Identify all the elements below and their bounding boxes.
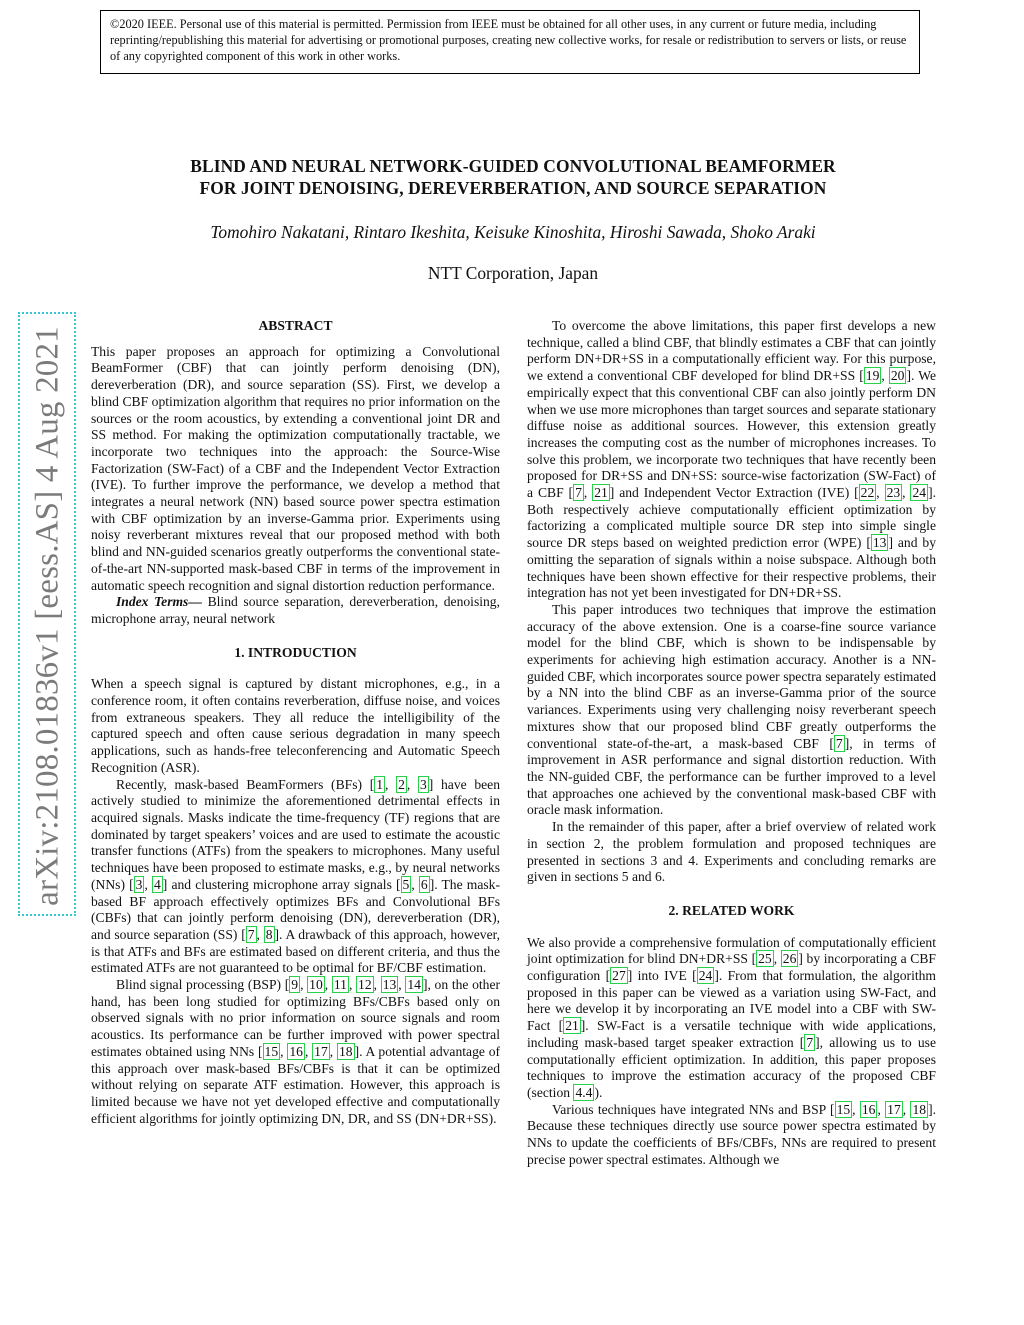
citation-link[interactable]: 4 bbox=[154, 876, 161, 892]
citation-link[interactable]: 21 bbox=[594, 485, 608, 501]
citation-link[interactable]: 17 bbox=[314, 1043, 328, 1059]
affiliation: NTT Corporation, Japan bbox=[427, 263, 599, 283]
citation-link[interactable]: 2 bbox=[398, 776, 405, 792]
citation-link[interactable]: 11 bbox=[333, 977, 347, 993]
citation-link[interactable]: 23 bbox=[886, 485, 901, 501]
citation-link[interactable]: 13 bbox=[382, 977, 397, 993]
abstract-text: This paper proposes an approach for optimizing a Convolutional BeamFormer (CBF) that can jointly perform denoising (DN), dereverberation (DR), and source separation (SS). First, we develop a blind CBF optimization algorithm that requires no prior information on the sources or the room acoustics, by extending a conventional joint DR and SS method. For making the optimization computationally tractable, we incorporate two techniques into the approach: the Source-Wise Factorization (SW-Fact) of a CBF and the Independent Vector Extraction (IVE). To further improve the performance, we develop a method that integrates a neural network (NN) based source power spectra estimation with CBF optimization by an inverse-Gamma prior. Experiments using noisy reverberant mixtures reveal that our proposed method with both blind and NN-guided scenarios greatly outperforms the conventional state-of-the-art NN-supported mask-based CBF in terms of the improvement in automatic speech recognition and signal distortion reduction performance. bbox=[91, 343, 500, 593]
abstract-heading: ABSTRACT bbox=[258, 318, 333, 333]
citation-link[interactable]: 15 bbox=[264, 1043, 279, 1059]
intro-paragraph-3: Blind signal processing (BSP) [ 9 , 10 , 11 , 12 , 13 , 14 ], on the other hand, has been long studied for optimizing BFs/CBFs based only on observed signals with no prior information on source signals and room acoustics. Its performance can be further improved with power spectral estimates obtained using NNs [ 15 , 16 , 17 , 18 ]. A potential advantage of this approach over mask-based BFs/CBFs is that it can be optimized without relying on separate ATF estimation. However, this approach is limited because we have not yet developed effective and computationally efficient algorithms for jointly optimizing DN, DR, and SS (DN+DR+SS). bbox=[91, 977, 501, 1126]
citation-link[interactable]: 7 bbox=[575, 485, 582, 501]
citation-link[interactable]: 3 bbox=[419, 776, 427, 792]
citation-link[interactable]: 27 bbox=[612, 968, 626, 984]
citation-link[interactable]: 14 bbox=[407, 977, 421, 993]
citation-link[interactable]: 22 bbox=[860, 485, 875, 501]
citation-link[interactable]: 7 bbox=[806, 1034, 814, 1050]
citation-link[interactable]: 10 bbox=[309, 977, 323, 993]
citation-link[interactable]: 17 bbox=[887, 1101, 901, 1117]
citation-link[interactable]: 13 bbox=[872, 535, 887, 551]
intro-paragraph-2: Recently, mask-based BeamFormers (BFs) [ 1 , 2 , 3 ] have been actively studied to minimize the aforementioned detrimental effects in acquired signals. Masks indicate the time-frequency (TF) regions that are dominated by target speakers’ voices and are used to estimate the acoustic transfer functions (ATFs) from the speakers to microphones. Many useful techniques have been proposed to estimate masks, e.g., by neural networks (NNs) [ 3 , 4 ] and clustering microphone array signals [ 5 , 6 ]. The mask-based BF approach effectively optimizes BFs and Convolutional BFs (CBFs) that can jointly perform denoising (DN), dereverberation (DR), and source separation (SS) [ 7 , 8 ]. A drawback of this approach, however, is that ATFs and BFs are estimated based on different criteria, and thus the estimated ATFs are not guaranteed to be optimal for BF/CBF estimation. bbox=[91, 776, 501, 976]
related-paragraph-2: Various techniques have integrated NNs and BSP [ 15 , 16 , 17 , 18 ]. Because these techniques directly use source power spectra estimated by NNs to update the coefficients of BFs/CBFs, NNs are required to present precise power spectral estimates. Although we bbox=[527, 1101, 936, 1167]
citation-link[interactable]: 20 bbox=[890, 368, 905, 384]
intro-heading: 1. INTRODUCTION bbox=[234, 644, 357, 660]
citation-link[interactable]: 18 bbox=[912, 1101, 927, 1117]
citation-link[interactable]: 1 bbox=[376, 776, 384, 792]
citation-link[interactable]: 12 bbox=[358, 977, 372, 993]
citation-link[interactable]: 9 bbox=[291, 977, 299, 993]
related-work-heading: 2. RELATED WORK bbox=[668, 902, 795, 918]
intro-paragraph-4: To overcome the above limitations, this paper first develops a new technique, called a blind CBF, that blindly estimates a CBF that can jointly perform DN+DR+SS in a computationally efficient way. For this purpose, we extend a conventional CBF developed for blind DR+SS [ 19 , 20 ]. We empirically expect that this conventional CBF can also jointly perform DN when we use more microphones than target sources and separate stationary diffuse noise as additional sources. However, this extension greatly increases the computing cost as the number of microphones increases. To solve this problem, we incorporate two techniques that have recently been proposed for DR+SS and DN+SS: source-wise factorization (SW-Fact) of a CBF [ 7 , 21 ] and Independent Vector Extraction (IVE) [ 22 , 23 , 24 ]. Both respectively achieve computationally efficient optimization by factorizing a complicated multiple source DR step into simple single source DR steps based on weighted prediction error (WPE) [ 13 ] and by omitting the separation of signals within a noise subspace. Although both techniques have been shown effective for their respective problems, their integration has not yet been investigated for DN+DR+SS. bbox=[527, 318, 937, 601]
citation-link[interactable]: 16 bbox=[289, 1043, 303, 1059]
citation-link[interactable]: 3 bbox=[135, 876, 143, 892]
citation-link[interactable]: 6 bbox=[420, 876, 428, 892]
citation-link[interactable]: 8 bbox=[265, 926, 273, 942]
related-paragraph-1: We also provide a comprehensive formulation of computationally efficient joint optimization for blind DN+DR+SS [ 25 , 26 ] by incorporating a CBF configuration [ 27 ] into IVE [ 24 ]. From that formulation, the algorithm proposed in this paper can be viewed as a variation using SW-Fact, and here we develop it by incorporating an IVE model into a CBF with SW-Fact [ 21 ]. SW-Fact is a versatile technique with wide applications, including mask-based target speaker extraction [ 7 ], allowing us to use computationally efficient optimization. In addition, this paper proposes techniques to improve the estimation accuracy of the proposed CBF (section 4.4 ). bbox=[527, 934, 936, 1100]
arxiv-stamp-text: arXiv:2108.01836v1 [eess.AS] 4 Aug 2021 bbox=[29, 326, 66, 906]
citation-link[interactable]: 24 bbox=[698, 968, 713, 984]
intro-paragraph-1: When a speech signal is captured by distant microphones, e.g., in a conference room, it often contains reverberation, diffuse noise, and voices from extraneous speakers. They all reduce the intelligibility of the captured speech and often cause serious degradation in many speech applications, such as hands-free teleconferencing and Automatic Speech Recognition (ASR). bbox=[91, 676, 500, 775]
citation-link[interactable]: 15 bbox=[836, 1101, 851, 1117]
citation-link[interactable]: 18 bbox=[338, 1043, 353, 1059]
section-link[interactable]: 4.4 bbox=[575, 1084, 593, 1100]
citation-link[interactable]: 5 bbox=[402, 876, 410, 892]
citation-link[interactable]: 16 bbox=[861, 1101, 876, 1117]
copyright-notice: ©2020 IEEE. Personal use of this material is permitted. Permission from IEEE must be obtained for all other uses, in any current or future media, including reprinting/republishing this material for advertising or promotional purposes, creating new collective works, for resale or redistribution to servers or lists, or reuse of any copyrighted component of this work in other works. bbox=[100, 10, 920, 74]
title-line-1: BLIND AND NEURAL NETWORK-GUIDED CONVOLUTIONAL BEAMFORMER bbox=[190, 156, 836, 176]
citation-link[interactable]: 24 bbox=[912, 485, 927, 501]
citation-link[interactable]: 19 bbox=[865, 368, 880, 384]
title-line-2: FOR JOINT DENOISING, DEREVERBERATION, AND SOURCE SEPARATION bbox=[199, 178, 827, 198]
arxiv-stamp[interactable] bbox=[18, 312, 76, 916]
citation-link[interactable]: 21 bbox=[565, 1018, 579, 1034]
left-column bbox=[91, 318, 500, 1127]
paper-title bbox=[90, 155, 936, 199]
citation-link[interactable]: 7 bbox=[247, 926, 255, 942]
citation-link[interactable]: 7 bbox=[835, 735, 843, 751]
index-terms-text: Blind source separation, dereverberation, denoising, microphone array, neural network bbox=[91, 594, 501, 626]
citation-link[interactable]: 26 bbox=[782, 951, 797, 967]
citation-link[interactable]: 25 bbox=[758, 951, 772, 967]
index-terms bbox=[91, 594, 500, 627]
index-terms-label: Index Terms— bbox=[116, 594, 202, 610]
intro-paragraph-6: In the remainder of this paper, after a brief overview of related work in section 2, the problem formulation and proposed techniques are presented in sections 3 and 4. Experiments and concluding remarks are given in sections 5 and 6. bbox=[527, 819, 936, 885]
author-list: Tomohiro Nakatani, Rintaro Ikeshita, Keisuke Kinoshita, Hiroshi Sawada, Shoko Araki bbox=[210, 222, 816, 242]
right-column bbox=[527, 318, 936, 1168]
intro-paragraph-5: This paper introduces two techniques that improve the estimation accuracy of the above extension. One is a coarse-fine source variance model for the blind CBF, which is shown to be indispensable by experiments for achieving high estimation accuracy. Another is a NN-guided CBF, which incorporates source power spectra separately estimated by a NN into the blind CBF as an inverse-Gamma prior of the source variances. Experiments using very challenging noisy reverberant speech mixtures show that our proposed blind CBF greatly outperforms the conventional state-of-the-art, a mask-based CBF [ 7 ], in terms of improvement in ASR performance and signal distortion reduction. With the NN-guided CBF, the performance can be further improved to a level that approaches one achieved by the conventional mask-based CBF with oracle mask information. bbox=[527, 601, 936, 818]
